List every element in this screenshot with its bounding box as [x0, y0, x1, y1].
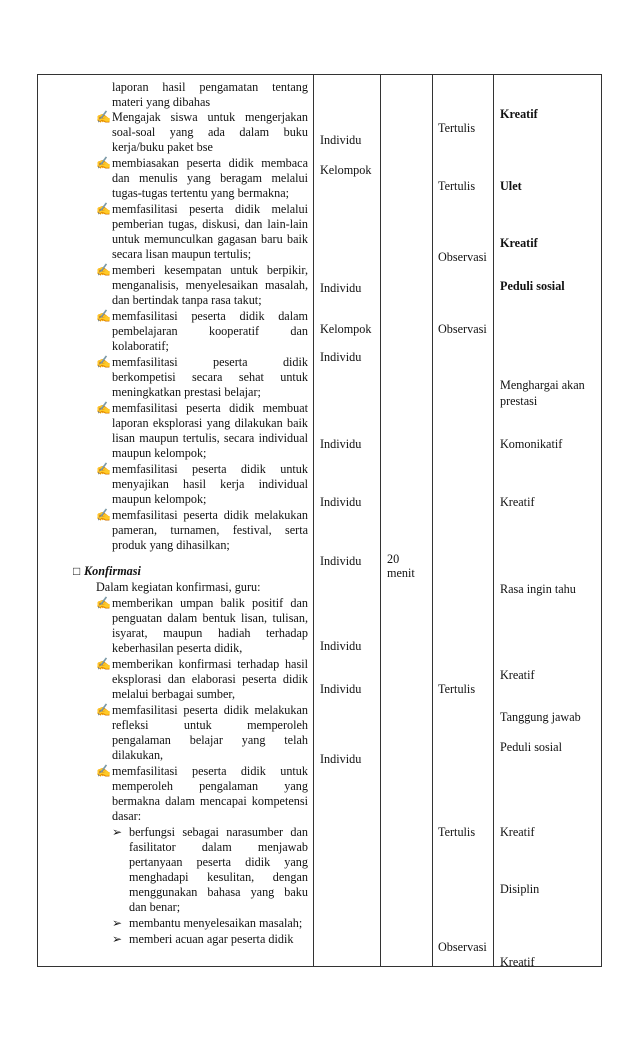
karakter-cell: Kreatif: [500, 236, 538, 250]
activity-line: maupun kelompok;: [112, 446, 207, 460]
organisasi-cell: Individu: [320, 281, 362, 295]
pen-check-icon: ✍: [96, 202, 111, 216]
karakter-cell: Tanggung jawab: [500, 710, 581, 724]
activity-line: laporan hasil pengamatan tentang: [112, 80, 308, 94]
activity-line: berfungsi sebagai narasumber dan: [129, 824, 308, 839]
penilaian-cell: Observasi: [438, 250, 487, 264]
activity-line: tugas-tugas tertentu yang bermakna;: [112, 186, 289, 201]
activity-line: memfasilitasi peserta didik melakukan: [112, 702, 308, 717]
activity-line: fasilitator dalam menjawab: [129, 839, 308, 854]
activity-line: menyajikan hasil kerja individual: [112, 476, 308, 491]
activity-line: produk yang dihasilkan;: [112, 537, 230, 552]
organisasi-cell: Individu: [320, 350, 362, 364]
pen-check-icon: ✍: [96, 308, 111, 323]
activity-line: materi yang dibahas: [112, 95, 211, 110]
activity-line: lisan maupun tertulis, secara individual: [112, 430, 308, 445]
activity-line: memberi kesempatan untuk berpikir,: [112, 263, 308, 277]
activity-line: menggunakan bahasa yang baku: [129, 885, 308, 899]
karakter-cell: Peduli sosial: [500, 279, 565, 293]
activity-line: bermakna dalam mencapai kompetensi: [112, 793, 308, 808]
konfirmasi-heading: Konfirmasi: [84, 563, 141, 578]
activity-line: memperoleh pengalaman yang: [112, 778, 308, 793]
column-divider-4: [493, 74, 494, 967]
activity-line: berkompetisi secara sehat untuk: [112, 369, 308, 384]
activity-line: pemberian tugas, diskusi, dan lain-lain: [112, 217, 308, 232]
activity-line: membantu menyelesaikan masalah;: [129, 915, 303, 930]
column-divider-3: [432, 74, 433, 967]
karakter-cell: Kreatif: [500, 955, 535, 969]
activity-line: pengalaman belajar yang telah: [112, 732, 308, 747]
karakter-cell: Peduli sosial: [500, 740, 562, 754]
pen-check-icon: ✍: [96, 156, 111, 171]
activity-line: dan bertindak tanpa rasa takut;: [112, 293, 262, 308]
pen-check-icon: ✍: [96, 110, 111, 125]
activity-line: keberhasilan peserta didik,: [112, 641, 243, 655]
activity-line: membiasakan peserta didik membaca: [112, 156, 308, 171]
activity-line: memfasilitasi peserta didik untuk: [112, 461, 308, 476]
activity-line: memberi acuan agar peserta didik: [129, 931, 294, 946]
activity-line: pembelajaran kooperatif dan: [112, 324, 308, 338]
karakter-cell: prestasi: [500, 394, 538, 408]
activity-line: menghadapi kesulitan, dengan: [129, 869, 308, 884]
pen-check-icon: ✍: [96, 263, 111, 277]
activity-line: dan menulis yang beragam melalui: [112, 171, 308, 186]
pen-check-icon: ✍: [96, 595, 111, 610]
activity-line: secara lisan maupun tertulis;: [112, 247, 252, 262]
pen-check-icon: ✍: [96, 354, 111, 369]
pen-check-icon: ✍: [96, 656, 111, 671]
activity-line: eksplorasi dan elaborasi peserta didik: [112, 671, 308, 686]
penilaian-cell: Observasi: [438, 322, 487, 336]
waktu-value: 20: [387, 552, 400, 566]
karakter-cell: Rasa ingin tahu: [500, 582, 576, 596]
activity-line: untuk memunculkan gagasan baru baik: [112, 232, 308, 247]
square-bullet-icon: □: [73, 563, 81, 578]
penilaian-cell: Tertulis: [438, 682, 476, 696]
organisasi-cell: Individu: [320, 437, 362, 451]
column-divider-1: [313, 74, 314, 967]
penilaian-cell: Observasi: [438, 940, 487, 954]
pen-check-icon: ✍: [96, 400, 111, 415]
activity-line: dilakukan,: [112, 747, 164, 762]
activity-line: menganalisis, menyelesaikan masalah,: [112, 278, 308, 293]
activity-line: memfasilitasi peserta didik membuat: [112, 400, 308, 415]
pen-check-icon: ✍: [96, 507, 111, 522]
karakter-cell: Kreatif: [500, 668, 535, 682]
karakter-cell: Kreatif: [500, 825, 535, 839]
activity-line: laporan eksplorasi yang dilakukan baik: [112, 415, 308, 430]
activity-line: dasar:: [112, 808, 142, 823]
arrow-bullet-icon: ➢: [112, 915, 123, 930]
organisasi-cell: Kelompok: [320, 163, 372, 177]
organisasi-cell: Individu: [320, 639, 362, 653]
activity-line: memberikan umpan balik positif dan: [112, 595, 308, 610]
pen-check-icon: ✍: [96, 461, 111, 476]
organisasi-cell: Individu: [320, 133, 362, 147]
pen-check-icon: ✍: [96, 702, 111, 717]
activity-line: dan benar;: [129, 900, 181, 915]
activity-line: refleksi untuk memperoleh: [112, 717, 308, 732]
pen-check-icon: ✍: [96, 763, 111, 778]
activity-line: memberikan konfirmasi terhadap hasil: [112, 656, 308, 671]
activity-line: isyarat, maupun hadiah terhadap: [112, 625, 308, 640]
penilaian-cell: Tertulis: [438, 121, 476, 135]
column-divider-2: [380, 74, 381, 967]
activity-line: pameran, turnamen, festival, serta: [112, 522, 308, 537]
organisasi-cell: Individu: [320, 682, 362, 696]
activity-line: kerja/buku paket bse: [112, 140, 213, 155]
karakter-cell: Kreatif: [500, 107, 538, 121]
karakter-cell: Komonikatif: [500, 437, 563, 451]
activity-line: memfasilitasi peserta didik dalam: [112, 308, 308, 323]
activity-line: melalui berbagai sumber,: [112, 686, 236, 701]
activity-line: memfasilitasi peserta didik: [112, 354, 308, 369]
activity-line: memfasilitasi peserta didik melakukan: [112, 507, 308, 522]
karakter-cell: Disiplin: [500, 882, 540, 896]
organisasi-cell: Individu: [320, 554, 362, 568]
karakter-cell: Kreatif: [500, 495, 535, 509]
activity-line: memfasilitasi peserta didik untuk: [112, 763, 308, 778]
organisasi-cell: Individu: [320, 752, 362, 766]
activity-line: meningkatkan prestasi belajar;: [112, 385, 261, 399]
activity-line: memfasilitasi peserta didik melalui: [112, 202, 308, 216]
activity-line: Mengajak siswa untuk mengerjakan: [112, 110, 308, 125]
konfirmasi-intro: Dalam kegiatan konfirmasi, guru:: [96, 579, 261, 594]
organisasi-cell: Kelompok: [320, 322, 372, 336]
arrow-bullet-icon: ➢: [112, 824, 123, 839]
penilaian-cell: Tertulis: [438, 825, 476, 839]
arrow-bullet-icon: ➢: [112, 931, 123, 946]
penilaian-cell: Tertulis: [438, 179, 476, 193]
activity-line: kolaboratif;: [112, 339, 169, 354]
activity-line: maupun kelompok;: [112, 491, 207, 506]
activity-line: penguatan dalam bentuk lisan, tulisan,: [112, 610, 308, 625]
organisasi-cell: Individu: [320, 495, 362, 509]
waktu-unit: menit: [387, 566, 415, 580]
karakter-cell: Menghargai akan: [500, 378, 585, 392]
activity-line: pertanyaan peserta didik yang: [129, 854, 308, 869]
karakter-cell: Ulet: [500, 179, 522, 193]
activity-line: soal-soal yang ada dalam buku: [112, 125, 308, 140]
